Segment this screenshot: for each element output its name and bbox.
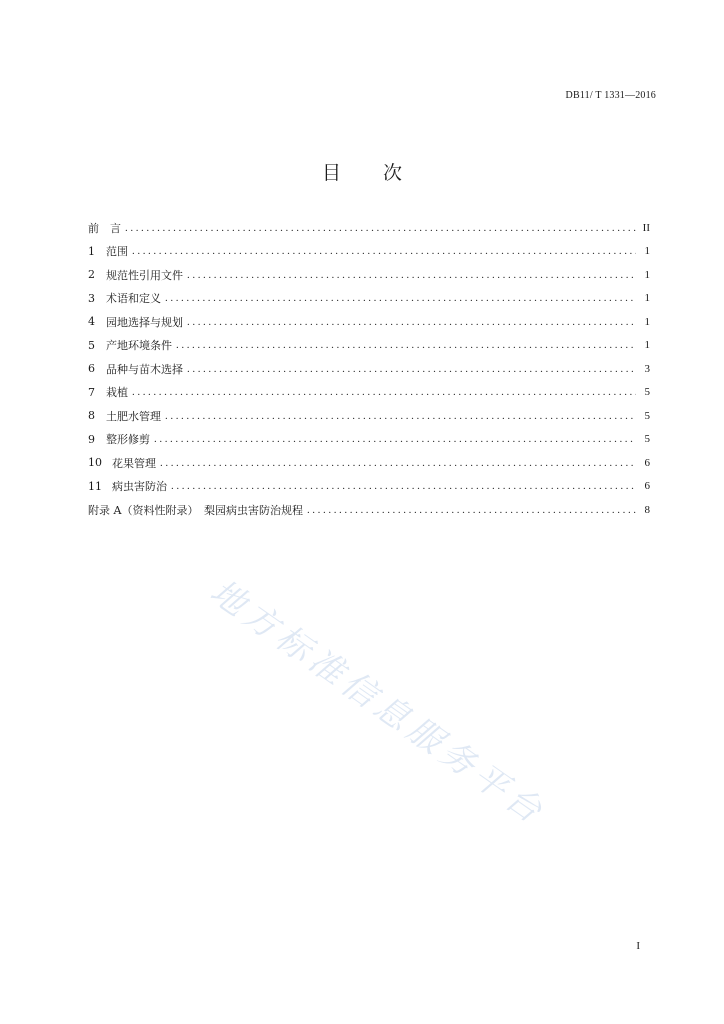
toc-entry-number: 9	[88, 432, 95, 446]
toc-leader-dots	[132, 386, 636, 398]
toc-entry-number: 1	[88, 244, 95, 258]
toc-entry-label: 附录 A（资料性附录） 梨园病虫害防治规程	[88, 503, 303, 517]
toc-entry-foreword[interactable]	[88, 216, 650, 240]
toc-entry-page: 3	[644, 362, 650, 375]
toc-leader-dots	[176, 339, 636, 351]
toc-entry-11[interactable]	[88, 475, 650, 499]
toc-entry-label: 规范性引用文件	[106, 268, 183, 282]
toc-entry-page: 5	[644, 386, 650, 399]
toc-entry-page: 1	[644, 245, 650, 258]
toc-entry-page: 1	[644, 339, 650, 352]
toc-entry-label: 术语和定义	[106, 292, 161, 306]
toc-entry-label: 品种与苗木选择	[106, 362, 183, 376]
toc-entry-number: 11	[88, 479, 102, 493]
toc-leader-dots	[165, 410, 636, 422]
toc-leader-dots	[171, 480, 636, 492]
toc-entry-page: 6	[644, 456, 650, 469]
toc-leader-dots	[154, 433, 636, 445]
toc-entry-number: 6	[88, 362, 95, 376]
toc-entry-3[interactable]	[88, 287, 650, 311]
toc-entry-label: 整形修剪	[106, 433, 150, 447]
toc-entry-10[interactable]	[88, 451, 650, 475]
toc-entry-1[interactable]	[88, 240, 650, 264]
toc-entry-appendix-a[interactable]	[88, 498, 650, 522]
toc-entry-label: 前 言	[88, 221, 121, 235]
toc-entry-7[interactable]	[88, 381, 650, 405]
toc-entry-label: 栽植	[106, 386, 128, 400]
toc-entry-6[interactable]	[88, 357, 650, 381]
toc-entry-page: 6	[644, 480, 650, 493]
toc-entry-number: 8	[88, 409, 95, 423]
toc-entry-number: 10	[88, 456, 102, 470]
toc-entry-page: 8	[644, 503, 650, 516]
document-code: DB11/ T 1331—2016	[565, 90, 656, 101]
toc-leader-dots	[125, 222, 636, 234]
toc-entry-label: 病虫害防治	[112, 480, 167, 494]
toc-entry-5[interactable]	[88, 334, 650, 358]
toc-entry-page: 1	[644, 315, 650, 328]
toc-entry-2[interactable]	[88, 263, 650, 287]
toc-leader-dots	[165, 292, 636, 304]
toc-leader-dots	[160, 457, 636, 469]
toc-leader-dots	[187, 363, 636, 375]
toc-entry-4[interactable]	[88, 310, 650, 334]
toc-leader-dots	[187, 269, 636, 281]
toc-entry-label: 产地环境条件	[106, 339, 172, 353]
toc-entry-label: 土肥水管理	[106, 409, 161, 423]
toc-title: 目 次	[321, 162, 421, 184]
toc-leader-dots	[307, 504, 636, 516]
toc-entry-number: 5	[88, 338, 95, 352]
toc-leader-dots	[187, 316, 636, 328]
toc-leader-dots	[132, 245, 636, 257]
toc-entry-number: 4	[88, 315, 95, 329]
toc-entry-label: 花果管理	[112, 456, 156, 470]
toc-entry-label: 园地选择与规划	[106, 315, 183, 329]
toc-entry-label: 范围	[106, 245, 128, 259]
toc-entry-page: 1	[644, 292, 650, 305]
toc-entry-8[interactable]	[88, 404, 650, 428]
toc-list	[88, 216, 650, 522]
page-number: I	[636, 940, 640, 952]
toc-entry-number: 3	[88, 291, 95, 305]
watermark: 地方标准信息服务平台	[202, 571, 554, 834]
toc-entry-page: 1	[644, 268, 650, 281]
toc-entry-number: 7	[88, 385, 95, 399]
toc-entry-number: 2	[88, 268, 95, 282]
toc-entry-9[interactable]	[88, 428, 650, 452]
toc-entry-page: 5	[644, 409, 650, 422]
toc-entry-page: II	[642, 221, 650, 234]
toc-entry-page: 5	[644, 433, 650, 446]
